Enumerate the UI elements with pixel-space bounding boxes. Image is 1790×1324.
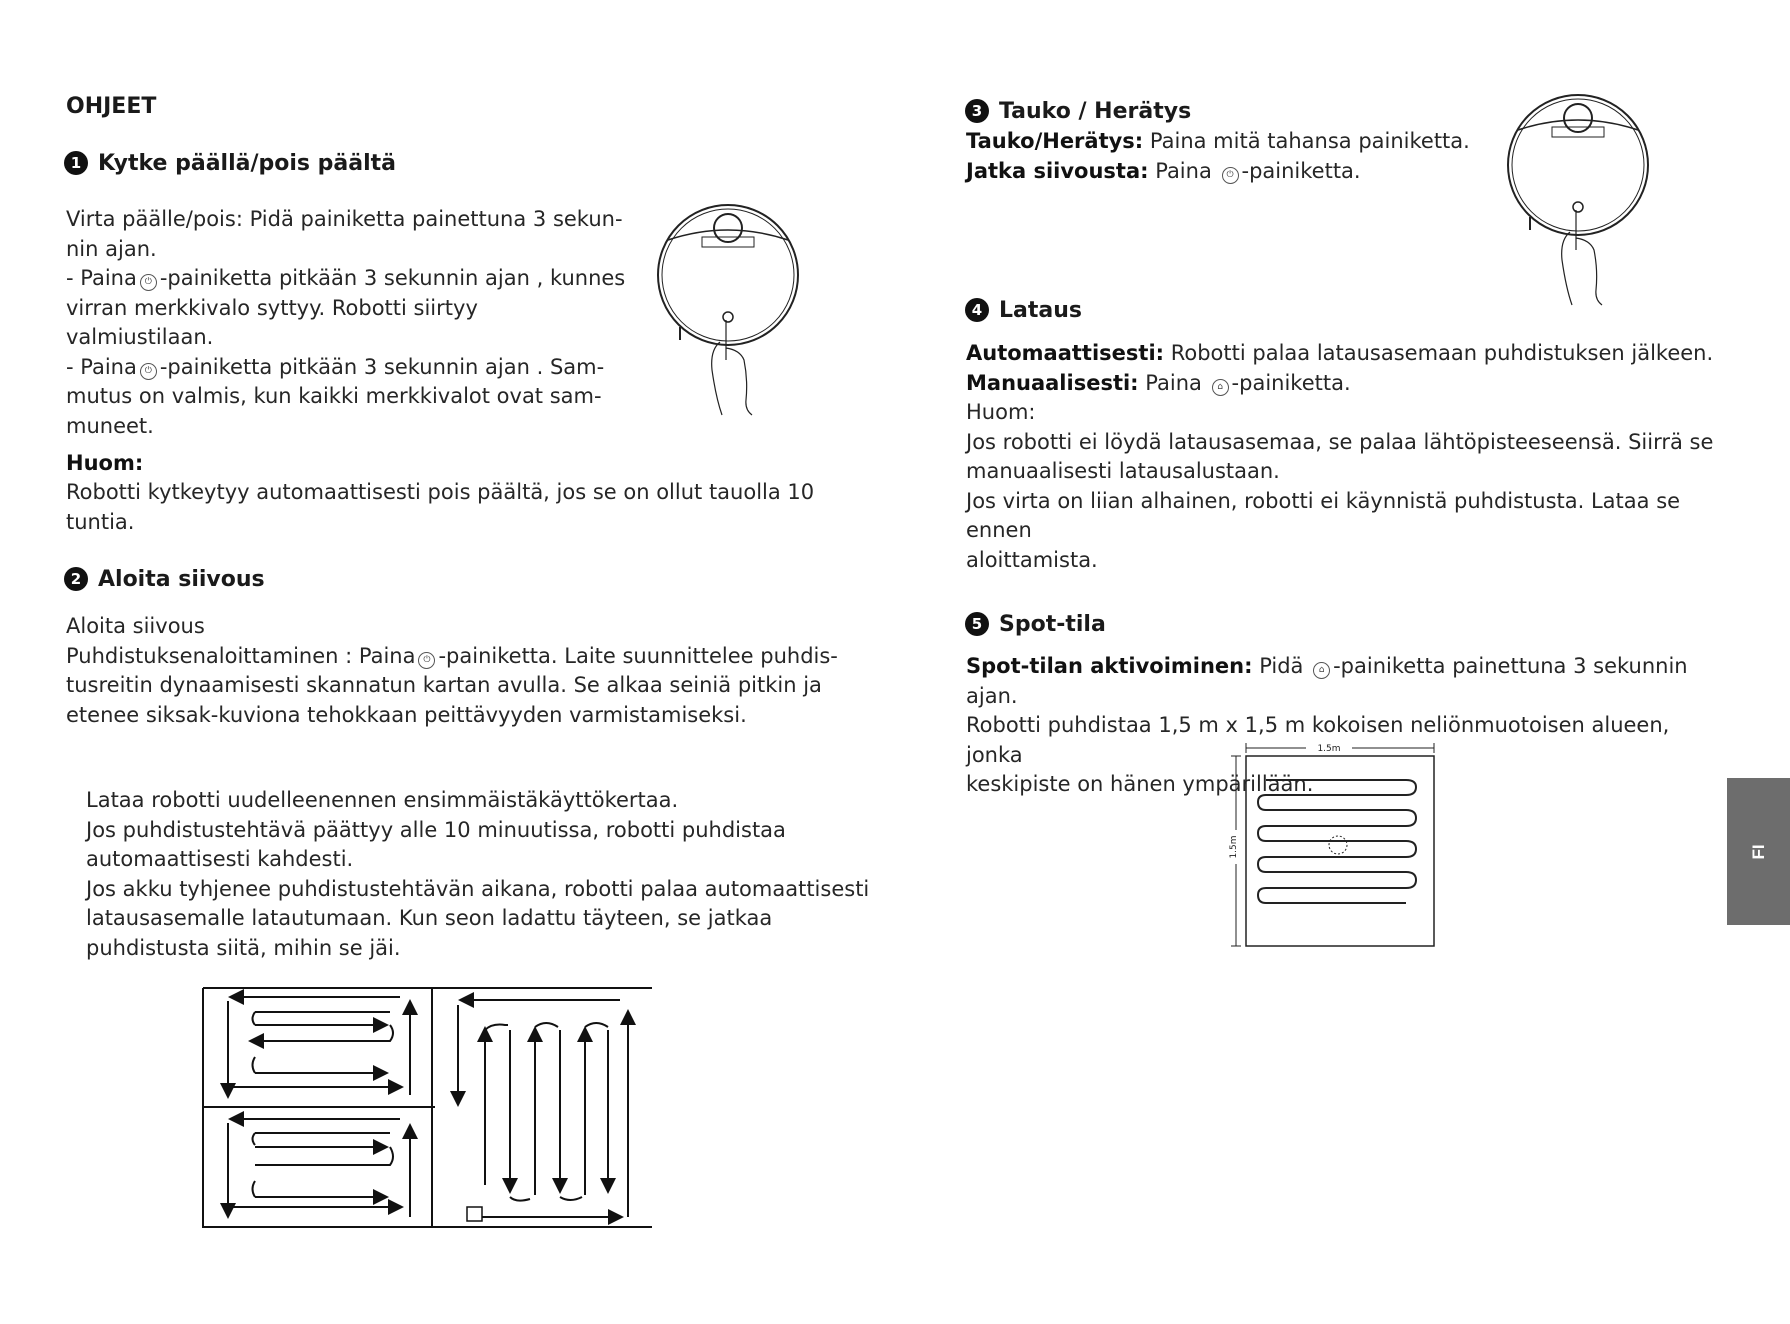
language-tab xyxy=(1727,778,1790,925)
section-2-body xyxy=(66,612,926,730)
s4-line: Jos robotti ei löydä latausasemaa, se palaa lähtöpisteeseensä. Siirrä se xyxy=(966,429,1714,454)
s1-line xyxy=(66,264,626,294)
section-3-title xyxy=(965,99,1191,124)
s5-line: keskipiste on hänen ympärillään. xyxy=(966,772,1314,796)
s1-line: Virta päälle/pois: Pidä painiketta painettuna 3 sekun- xyxy=(66,207,623,231)
s2-line: Aloita siivous xyxy=(66,614,205,638)
home-button-icon: ⌂ xyxy=(1313,662,1330,679)
s2-note-line: Lataa robotti uudelleenennen ensimmäistäkäyttökertaa. xyxy=(86,788,679,812)
step-number-1: 1 xyxy=(64,151,88,175)
s1-line: nin ajan. xyxy=(66,236,157,261)
language-tab-label: FI xyxy=(1748,843,1768,860)
s3-label: Tauko/Herätys: xyxy=(966,129,1144,153)
dim-horizontal-label: 1.5m xyxy=(1317,744,1341,754)
dim-vertical-label: 1.5m xyxy=(1229,835,1239,859)
s2-text: Puhdistuksenaloittaminen : Paina xyxy=(66,643,416,668)
section-2-title-text: Aloita siivous xyxy=(98,567,265,592)
section-3-body xyxy=(966,127,1486,186)
s5-text: Pidä xyxy=(1252,654,1311,678)
s2-line: etenee siksak-kuviona tehokkaan peittävyyden varmistamiseksi. xyxy=(66,702,747,727)
step-number-2: 2 xyxy=(64,567,88,591)
s1-line: virran merkkivalo syttyy. Robotti siirtyy valmiustilaan. xyxy=(66,295,478,349)
s1-text: -painiketta pitkään 3 sekunnin ajan , kunnes xyxy=(159,266,626,290)
s4-line xyxy=(966,339,1726,369)
robot-hand-illustration-2 xyxy=(1500,90,1660,310)
s4-text: Robotti palaa latausasemaan puhdistuksen jälkeen. xyxy=(1164,341,1714,365)
section-4-title-text: Lataus xyxy=(999,298,1082,323)
s4-line: manuaalisesti latausalustaan. xyxy=(966,459,1280,483)
power-button-icon: ⏻ xyxy=(140,363,157,380)
page-heading: OHJEET xyxy=(66,94,157,119)
s4-line xyxy=(966,369,1726,399)
s1-line xyxy=(66,353,626,383)
s1-line: mutus on valmis, kun kaikki merkkivalot ovat sam- xyxy=(66,384,602,408)
home-button-icon: ⌂ xyxy=(1212,379,1229,396)
section-1-body xyxy=(66,205,626,441)
s5-text: -painiketta painettuna 3 sekunnin ajan. xyxy=(966,654,1688,708)
section-2-notes xyxy=(86,786,906,963)
step-number-5: 5 xyxy=(965,612,989,636)
section-3-title-text: Tauko / Herätys xyxy=(999,99,1192,124)
s2-text: -painiketta. Laite suunnittelee puhdis- xyxy=(438,643,838,668)
s4-label: Manuaalisesti: xyxy=(966,370,1139,395)
s4-line: aloittamista. xyxy=(966,547,1098,572)
s2-note-line: Jos akku tyhjenee puhdistustehtävän aikana, robotti palaa automaattisesti xyxy=(86,876,870,901)
robot-hand-illustration xyxy=(650,200,810,420)
section-4-body xyxy=(966,339,1726,575)
s4-line: Jos virta on liian alhainen, robotti ei käynnistä puhdistusta. Lataa se ennen xyxy=(966,488,1681,542)
step-number-4: 4 xyxy=(965,298,989,322)
s5-line: Robotti puhdistaa 1,5 m x 1,5 m kokoisen neliönmuotoisen alueen, jonka xyxy=(966,713,1670,767)
s3-text: -painiketta. xyxy=(1241,158,1361,183)
s3-text: Paina mitä tahansa painiketta. xyxy=(1143,129,1470,153)
s2-note-line: puhdistusta siitä, mihin se jäi. xyxy=(86,935,401,960)
s4-line: Huom: xyxy=(966,400,1036,424)
power-button-icon: ⏻ xyxy=(140,274,157,291)
section-1-title-text: Kytke päällä/pois päältä xyxy=(98,151,397,176)
power-button-icon: ⏻ xyxy=(1222,167,1239,184)
s1-note: Robotti kytkeytyy automaattisesti pois päältä, jos se on ollut tauolla 10 tuntia. xyxy=(66,480,815,534)
cleaning-path-diagram xyxy=(200,985,655,1230)
s2-line: tusreitin dynaamisesti skannatun kartan avulla. Se alkaa seiniä pitkin ja xyxy=(66,673,822,697)
s4-text: -painiketta. xyxy=(1231,370,1351,395)
s2-note-line: latausasemalle latautumaan. Kun seon ladattu täyteen, se jatkaa xyxy=(86,906,773,930)
s3-text: Paina xyxy=(1148,158,1219,183)
s3-line xyxy=(966,157,1486,187)
s5-label: Spot-tilan aktivoiminen: xyxy=(966,654,1253,678)
s1-line: muneet. xyxy=(66,413,154,438)
section-5-title-text: Spot-tila xyxy=(999,612,1106,637)
s2-note-line: Jos puhdistustehtävä päättyy alle 10 minuutissa, robotti puhdistaa xyxy=(86,817,786,842)
s4-text: Paina xyxy=(1138,370,1209,395)
section-1-title xyxy=(64,151,396,176)
s3-label: Jatka siivousta: xyxy=(966,158,1149,183)
s4-label: Automaattisesti: xyxy=(966,341,1165,365)
power-button-icon: ⏻ xyxy=(418,652,435,669)
s2-note-line: automaattisesti kahdesti. xyxy=(86,847,354,871)
s1-text: - Paina xyxy=(66,354,137,379)
s5-line xyxy=(966,652,1726,711)
section-5-title xyxy=(965,612,1106,637)
s3-line xyxy=(966,127,1486,157)
section-2-title xyxy=(64,567,265,592)
s2-line xyxy=(66,642,926,672)
s1-text: - Paina xyxy=(66,266,137,290)
s1-text: -painiketta pitkään 3 sekunnin ajan . Sam- xyxy=(159,354,605,379)
section-4-title xyxy=(965,298,1082,323)
step-number-3: 3 xyxy=(965,99,989,123)
s1-note-title: Huom: xyxy=(66,451,144,475)
spot-mode-diagram xyxy=(1226,740,1441,950)
